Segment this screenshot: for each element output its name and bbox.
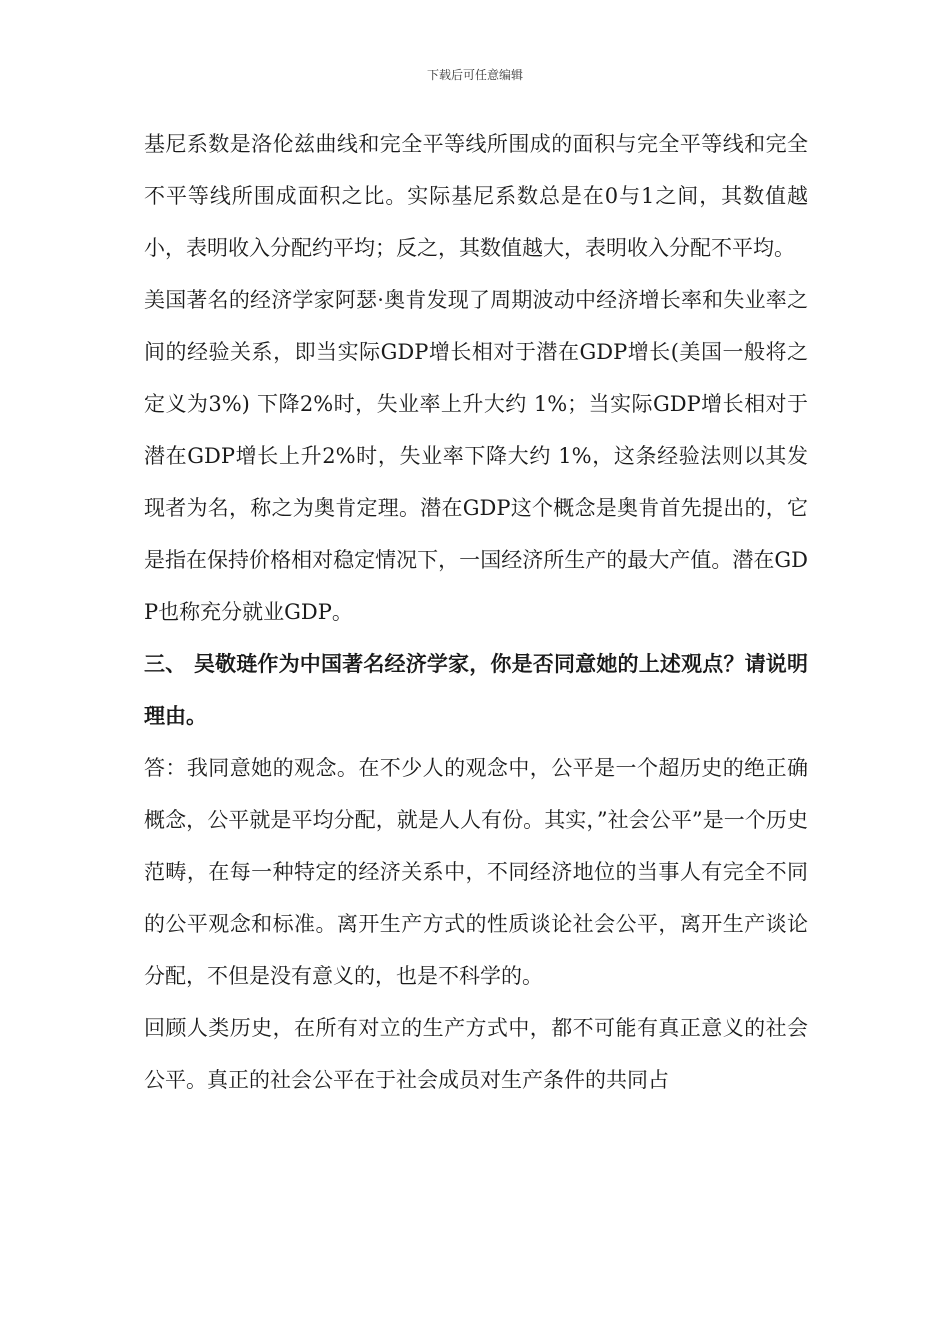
paragraph-okun-law: 美国著名的经济学家阿瑟·奥肯发现了周期波动中经济增长率和失业率之间的经验关系，即当实际GDP增长相对于潜在GDP增长(美国一般将之定义为3%) 下降2%时，失业率上升大约 1%；当实际GDP增长相对于潜在GDP增长上升2%时，失业率下降大约 1%，这条经验法则以其发现者为名，称之为奥肯定理。潜在GDP这个概念是奥肯首先提出的，它是指在保持价格相对稳定情况下，一国经济所生产的最大产值。潜在GDP也称充分就业GDP。 [144, 288, 808, 624]
document-body [144, 118, 808, 1106]
paragraph-gini-coefficient: 基尼系数是洛伦兹曲线和完全平等线所围成的面积与完全平等线和完全不平等线所围成面积之比。实际基尼系数总是在0与1之间，其数值越小，表明收入分配约平均；反之，其数值越大，表明收入分配不平均。 [144, 132, 808, 260]
question-heading: 三、 吴敬琏作为中国著名经济学家，你是否同意她的上述观点？请说明理由。 [144, 652, 808, 728]
paragraph-answer: 答：我同意她的观念。在不少人的观念中，公平是一个超历史的绝正确概念，公平就是平均分配，就是人人有份。其实，”社会公平”是一个历史范畴，在每一种特定的经济关系中，不同经济地位的当事人有完全不同的公平观念和标准。离开生产方式的性质谈论社会公平，离开生产谈论分配，不但是没有意义的，也是不科学的。 [144, 756, 808, 988]
header-note: 下载后可任意编辑 [426, 68, 523, 82]
paragraph-history: 回顾人类历史，在所有对立的生产方式中，都不可能有真正意义的社会公平。真正的社会公平在于社会成员对生产条件的共同占 [144, 1016, 808, 1092]
